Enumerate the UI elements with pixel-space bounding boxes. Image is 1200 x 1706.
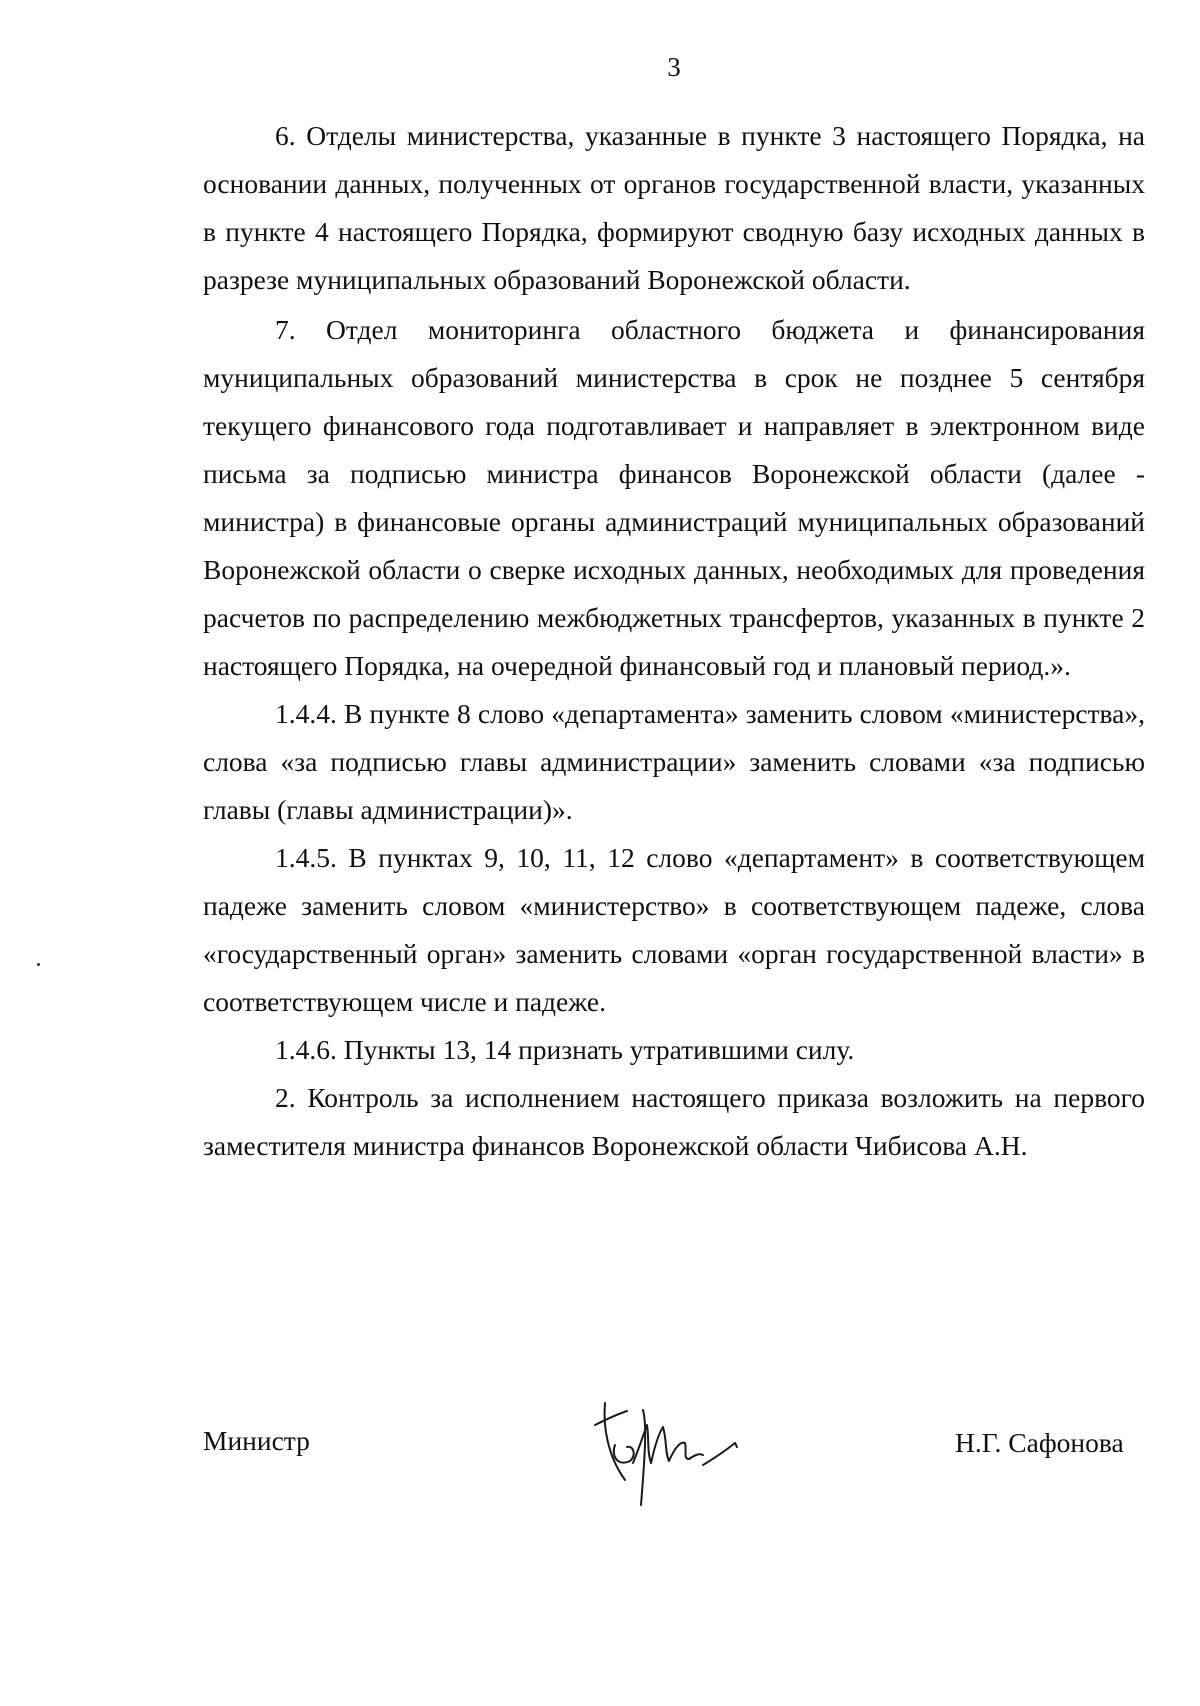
paragraph-item-7: 7. Отдел мониторинга областного бюджета и финансирования муниципальных образований министерства в срок не позднее 5 сентября текущего финансового года подготавливает и направляет в электронном виде письма за подписью министра финансов Воронежской области (далее - министра) в финансовые органы администраций муниципальных образований Воронежской области о сверке исходных данных, необходимых для проведения расчетов по распределению межбюджетных трансфертов, указанных в пункте 2 настоящего Порядка, на очередной финансовый год и плановый период.».: [203, 314, 1145, 681]
margin-dot: [37, 963, 40, 966]
document-body: [203, 112, 1145, 1170]
page-number: 3: [667, 52, 681, 82]
paragraph-item-2: 2. Контроль за исполнением настоящего приказа возложить на первого заместителя министра финансов Воронежской области Чибисова А.Н.: [203, 1082, 1145, 1161]
paragraph-1-4-5: 1.4.5. В пунктах 9, 10, 11, 12 слово «департамент» в соответствующем падеже заменить словом «министерство» в соответствующем падеже, слова «государственный орган» заменить словами «орган государственной власти» в соответствующем числе и падеже.: [203, 842, 1145, 1017]
paragraph-item-6: 6. Отделы министерства, указанные в пункте 3 настоящего Порядка, на основании данных, полученных от органов государственной власти, указанных в пункте 4 настоящего Порядка, формируют сводную базу исходных данных в разрезе муниципальных образований Воронежской области.: [203, 120, 1145, 295]
signatory-name: Н.Г. Сафонова: [955, 1427, 1124, 1458]
paragraph-1-4-4: 1.4.4. В пункте 8 слово «департамента» заменить словом «министерства», слова «за подписью главы администрации» заменить словами «за подписью главы (главы администрации)».: [203, 698, 1145, 825]
paragraph-1-4-6: 1.4.6. Пункты 13, 14 признать утратившими силу.: [275, 1034, 855, 1065]
signatory-title: Министр: [203, 1425, 310, 1456]
handwritten-signature: [585, 1385, 760, 1515]
